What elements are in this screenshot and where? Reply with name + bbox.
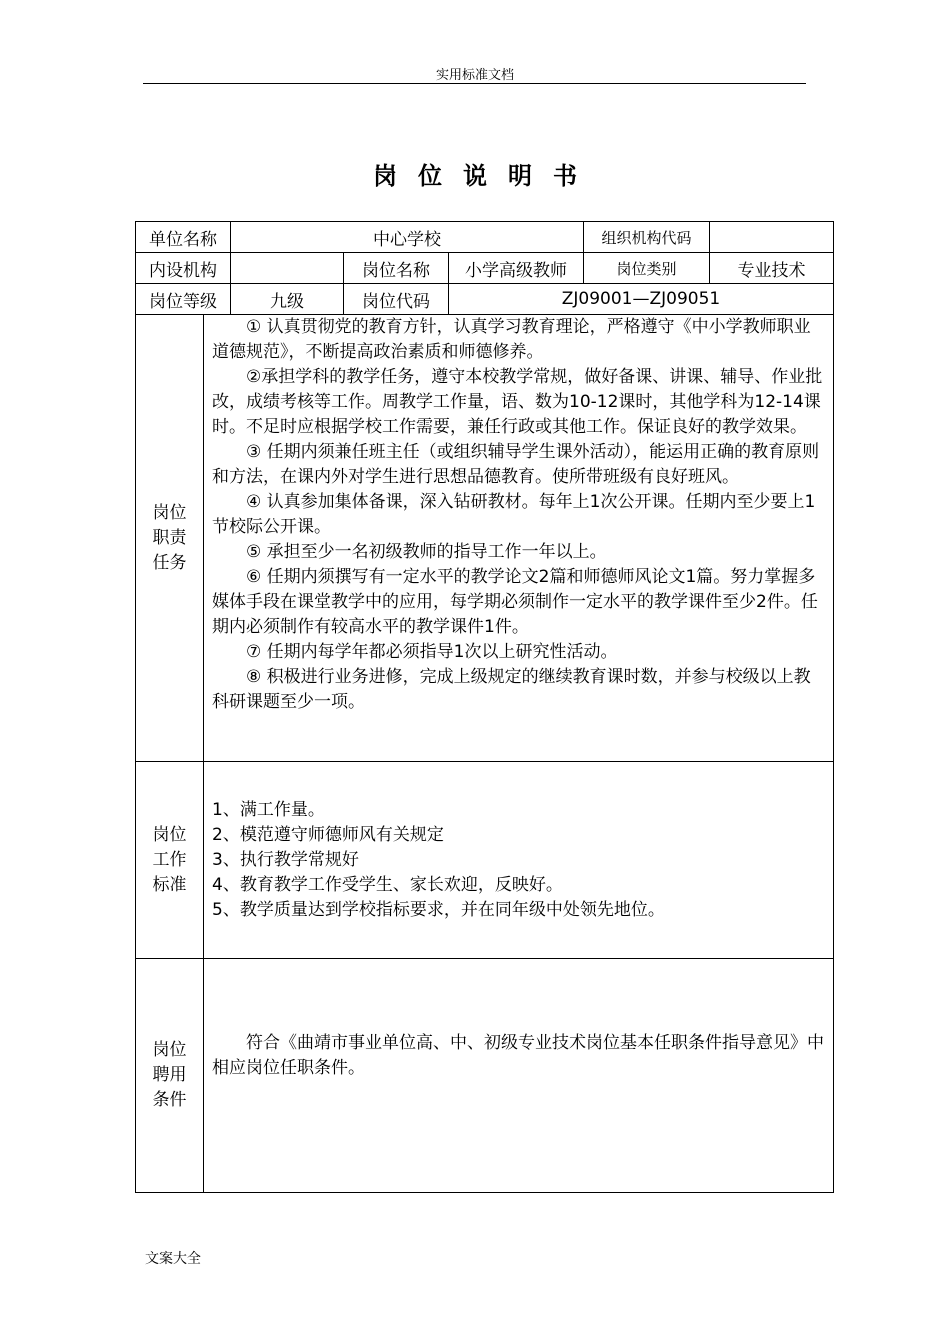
duty-item: ① 认真贯彻党的教育方针，认真学习教育理论，严格遵守《中小学教师职业道德规范》，不断提高政治素质和师德修养。 [212, 317, 811, 362]
duty-item: ③ 任期内须兼任班主任（或组织辅导学生课外活动），能运用正确的教育原则和方法，在课内外对学生进行思想品德教育。使所带班级有良好班风。 [212, 442, 820, 487]
standards-content [204, 762, 834, 959]
table-row-requirements [136, 959, 834, 1193]
standards-label: 岗位 工作 标准 [136, 762, 204, 959]
duties-label: 岗位 职责 任务 [136, 315, 204, 762]
post-category-value: 专业技术 [710, 253, 834, 284]
duty-item: ②承担学科的教学任务，遵守本校教学常规，做好备课、讲课、辅导、作业批改，成绩考核等工作。周教学工作量，语、数为10-12课时，其他学科为12-14课时。不足时应根据学校工作需要，兼任行政或其他工作。保证良好的教学效果。 [212, 367, 823, 437]
requirements-label: 岗位 聘用 条件 [136, 959, 204, 1193]
standard-item: 3、执行教学常规好 [212, 849, 359, 870]
unit-name-label: 单位名称 [136, 222, 231, 253]
duty-item: ④ 认真参加集体备课，深入钻研教材。每年上1次公开课。任期内至少要上1节校际公开课。 [212, 492, 816, 537]
post-grade-label: 岗位等级 [136, 284, 231, 315]
unit-name-value: 中心学校 [231, 222, 584, 253]
post-category-label: 岗位类别 [584, 253, 710, 284]
standard-item: 2、模范遵守师德师风有关规定 [212, 824, 444, 845]
document-title: 岗位说明书 [373, 162, 598, 190]
duty-item: ⑥ 任期内须撰写有一定水平的教学论文2篇和师德师风论文1篇。努力掌握多媒体手段在课堂教学中的应用，每学期必须制作一定水平的教学课件至少2件。任期内必须制作有较高水平的教学课件1件。 [212, 567, 818, 637]
table-row-duties [136, 315, 834, 762]
table-row-standards [136, 762, 834, 959]
post-grade-value: 九级 [231, 284, 344, 315]
org-code-label: 组织机构代码 [584, 222, 710, 253]
page-header: 实用标准文档 [435, 68, 514, 83]
page-footer: 文案大全 [145, 1251, 201, 1267]
job-description-table [135, 221, 834, 1193]
internal-org-value [231, 253, 344, 284]
standard-item: 5、教学质量达到学校指标要求，并在同年级中处领先地位。 [212, 899, 665, 920]
post-code-label: 岗位代码 [344, 284, 449, 315]
duty-item: ⑤ 承担至少一名初级教师的指导工作一年以上。 [246, 542, 607, 562]
standard-item: 4、教育教学工作受学生、家长欢迎，反映好。 [212, 874, 563, 895]
table-row-internal [136, 253, 834, 284]
post-name-value: 小学高级教师 [449, 253, 584, 284]
table-row-grade [136, 284, 834, 315]
standard-item: 1、满工作量。 [212, 799, 325, 820]
duty-item: ⑦ 任期内每学年都必须指导1次以上研究性活动。 [246, 642, 618, 662]
post-name-label: 岗位名称 [344, 253, 449, 284]
duties-content [204, 315, 834, 762]
org-code-value [710, 222, 834, 253]
requirement-text: 符合《曲靖市事业单位高、中、初级专业技术岗位基本任职条件指导意见》中相应岗位任职条件。 [212, 1032, 824, 1078]
header-rule [143, 83, 806, 84]
post-code-value: ZJ09001—ZJ09051 [449, 284, 834, 315]
table-row-unit [136, 222, 834, 253]
duty-item: ⑧ 积极进行业务进修，完成上级规定的继续教育课时数，并参与校级以上教科研课题至少一项。 [212, 667, 811, 712]
requirements-content [204, 959, 834, 1193]
internal-org-label: 内设机构 [136, 253, 231, 284]
